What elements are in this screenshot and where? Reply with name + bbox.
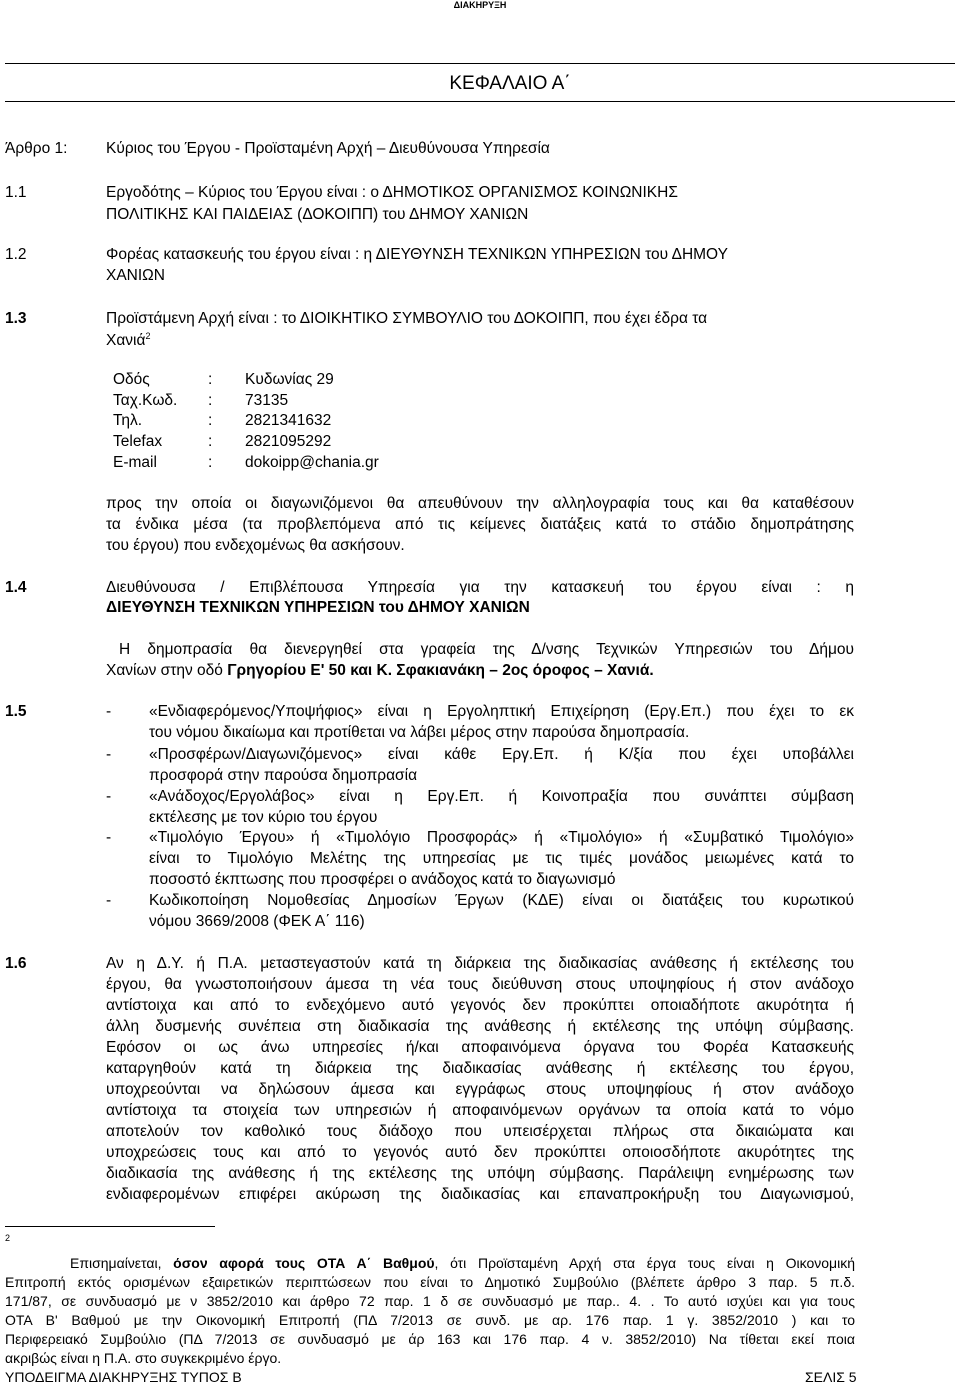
chapter-title: ΚΕΦΑΛΑΙΟ Α΄: [449, 73, 571, 94]
footnote-line: Περιφερειακό Συμβούλιο (ΠΔ 7/2013 σε συνδυασμό με άρ 163 και 176 παρ. 4 ν. 3852/2010) Να τίθεται εκεί ποια: [5, 1331, 855, 1347]
section-1-1-line-1: Εργοδότης – Κύριος του Έργου είναι : ο ΔΗΜΟΤΙΚΟΣ ΟΡΓΑΝΙΣΜΟΣ ΚΟΙΝΩΝΙΚΗΣ: [106, 184, 678, 201]
section-1-5-number: 1.5: [5, 703, 27, 720]
footnote-line: 171/87, σε συνδυασμό με ν 3852/2010 και άρθρο 72 παρ. 1 δ σε συνδυασμό με παρ.. 4. . Το αυτό ισχύει και για τους: [5, 1293, 855, 1309]
section-1-6-line: Αν η Δ.Υ. ή Π.Α. μεταστεγαστούν κατά τη διάρκεια της διαδικασίας ανάθεσης ή εκτέλεσης του: [106, 955, 854, 972]
section-1-6-number: 1.6: [5, 955, 27, 972]
footnote-ref: 2: [145, 331, 151, 341]
section-1-3-line-2: Χανιά$^2$: [106, 331, 151, 350]
definition-line: νόμου 3669/2008 (ΦΕΚ Α΄ 116): [149, 913, 365, 930]
section-1-6-line: αντίστοιχα και από το ενδεχόμενο αυτό γεγονός δεν προκύπτει οποιαδήποτε ακυρότητα ή: [106, 997, 854, 1014]
section-1-6-line: ενδιαφερομένων επιφέρει ακύρωση της διαδικασίας και επαναπροκήρυξη του Διαγωνισμού,: [106, 1186, 854, 1203]
section-1-1-number: 1.1: [5, 184, 27, 201]
section-1-3-line-1: Προϊστάμενη Αρχή είναι : το ΔΙΟΙΚΗΤΙΚΟ ΣΥΜΒΟΥΛΙΟ του ΔΟΚΟΙΠΠ, που έχει έδρα τα: [106, 310, 708, 327]
contact-paragraph-line-1: προς την οποία οι διαγωνιζόμενοι θα απευθύνουν την αλληλογραφία τους και θα καταθέσουν: [106, 495, 854, 512]
contact-row: Telefax : 2821095292: [113, 433, 332, 450]
header-rule: [5, 63, 955, 64]
footnote-line: Επισημαίνεται, όσον αφορά τους ΟΤΑ Α΄ Βαθμού, ότι Προϊσταμένη Αρχή στα έργα τους είναι η Οικονομική: [70, 1255, 855, 1271]
contact-paragraph-line-3: του έργου) που ενδεχομένως θα ασκήσουν.: [106, 537, 405, 554]
section-1-6-line: άλλη δυσμενής συνέπεια στη διαδικασία της ανάθεσης ή εκτέλεσης της υπόψη σύμβασης.: [106, 1018, 854, 1035]
definition-dash: -: [106, 788, 112, 805]
definition-line: εκτέλεσης με τον κύριο του έργου: [149, 809, 378, 826]
definition-dash: -: [106, 829, 112, 846]
contact-row: Ταχ.Κωδ. : 73135: [113, 392, 289, 409]
footnote-line: ακριβώς είναι η Π.Α. στο συγκεκριμένο έργο.: [5, 1350, 282, 1366]
section-1-4-auction-line-1: Η δημοπρασία θα διενεργηθεί στα γραφεία της Δ/νσης Τεχνικών Υπηρεσιών του Δήμου: [119, 641, 854, 658]
section-1-4-line-2: ΔΙΕΥΘΥΝΣΗ ΤΕΧΝΙΚΩΝ ΥΠΗΡΕΣΙΩΝ του ΔΗΜΟΥ ΧΑΝΙΩΝ: [106, 599, 530, 616]
definition-dash: -: [106, 746, 112, 763]
section-1-2-number: 1.2: [5, 246, 27, 263]
section-1-1-line-2: ΠΟΛΙΤΙΚΗΣ ΚΑΙ ΠΑΙΔΕΙΑΣ (ΔΟΚΟΙΠΠ) του ΔΗΜΟΥ ΧΑΝΙΩΝ: [106, 206, 529, 223]
section-1-6-line: Εφόσον οι ως άνω υπηρεσίες ή/και αποφαινόμενα όργανα του Φορέα Κατασκευής: [106, 1039, 854, 1056]
definition-line: «Ανάδοχος/Εργολάβος» είναι η Εργ.Επ. ή Κοινοπραξία που συνάπτει σύμβαση: [149, 788, 854, 805]
section-1-6-line: αποτελούν τον καθολικό τους διάδοχο που υπεισέρχεται πλήρως στα δικαιώματα και: [106, 1123, 854, 1140]
section-1-6-line: καταργηθούν κατά τη διάρκεια της διαδικασίας ανάθεσης ή εκτέλεσης του έργου,: [106, 1060, 854, 1077]
footnote-mark: 2: [5, 1233, 11, 1243]
definition-line: του νόμου δικαίωμα και προτίθεται να λάβει μέρος στην παρούσα δημοπρασία.: [149, 724, 690, 741]
footnote-line: Επιτροπή εκτός ορισμένων εξαιρετικών περιπτώσεων που είναι το Δημοτικό Συμβούλιο (βλέπετε άρθρο 3 παρ. 5 π.δ.: [5, 1274, 855, 1290]
definition-line: Κωδικοποίηση Νομοθεσίας Δημοσίων Έργων (ΚΔΕ) είναι οι διατάξεις του κυρωτικού: [149, 892, 854, 909]
section-1-6-line: έργου, θα γνωστοποιήσουν άμεσα τη νέα τους διεύθυνση στους υποψηφίους ή στον ανάδοχο: [106, 976, 854, 993]
section-1-6-line: διαδικασία της ανάθεσης ή της εκτέλεσης της υπόψη σύμβασης. Παράλειψη ενημέρωσης των: [106, 1165, 854, 1182]
footnote-line: ΟΤΑ Β' Βαθμού με την Οικονομική Επιτροπή (ΠΔ 7/2013 σε συνδ. με αρ. 176 παρ. 1 γ. 3852/2010 ) και το: [5, 1312, 855, 1328]
definition-dash: -: [106, 892, 112, 909]
contact-paragraph-line-2: τα ένδικα μέσα (τα προβλεπόμενα από τις κείμενες διατάξεις κατά το στάδιο δημοπράτησης: [106, 516, 854, 533]
definition-line: προσφορά στην παρούσα δημοπρασία: [149, 767, 418, 784]
title-rule: [5, 101, 955, 102]
section-1-6-line: υποχρεώσεις τους και από το γεγονός αυτό δεν προκύπτει οποιοσδήποτε ακυρότητες της: [106, 1144, 854, 1161]
contact-row: Οδός : Κυδωνίας 29: [113, 371, 334, 388]
definition-line: «Προσφέρων/Διαγωνιζόμενος» είναι κάθε Εργ.Επ. ή Κ/ξία που έχει υποβάλλει: [149, 746, 854, 763]
section-1-4-line-1: Διευθύνουσα / Επιβλέπουσα Υπηρεσία για την κατασκευή του έργου είναι : η: [106, 579, 854, 596]
section-1-3-number: 1.3: [5, 310, 27, 327]
definition-line: «Ενδιαφερόμενος/Υποψήφιος» είναι η Εργοληπτική Επιχείρηση (Εργ.Επ.) που έχει το εκ: [149, 703, 854, 720]
section-1-2-line-2: ΧΑΝΙΩΝ: [106, 267, 165, 284]
section-1-6-line: αντίστοιχα τα στοιχεία των υπηρεσιών ή αποφαινόμενων οργάνων τα οποία κατά το νόμο: [106, 1102, 854, 1119]
footnote-separator: [5, 1226, 215, 1227]
footer-doc-type: ΥΠΟΔΕΙΓΜΑ ΔΙΑΚΗΡΥΞΗΣ ΤΥΠΟΣ Β: [5, 1369, 242, 1385]
article-title: Κύριος του Έργου - Προϊσταμένη Αρχή – Διευθύνουσα Υπηρεσία: [106, 140, 550, 157]
contact-row: E-mail : dokoipp@chania.gr: [113, 454, 379, 471]
section-1-2-line-1: Φορέας κατασκευής του έργου είναι : η ΔΙΕΥΘΥΝΣΗ ΤΕΧΝΙΚΩΝ ΥΠΗΡΕΣΙΩΝ του ΔΗΜΟΥ: [106, 246, 728, 263]
section-1-4-auction-line-2: Χανίων στην οδό Γρηγορίου Ε' 50 και Κ. Σφακιανάκη – 2ος όροφος – Χανιά.: [106, 662, 654, 679]
definition-line: «Τιμολόγιο Έργου» ή «Τιμολόγιο Προσφοράς» ή «Τιμολόγιο» ή «Συμβατικό Τιμολόγιο»: [149, 829, 854, 846]
definition-line: είναι το Τιμολόγιο Μελέτης της υπηρεσίας με τις τιμές μονάδος μειωμένες κατά το: [149, 850, 854, 867]
footer-page-number: ΣΕΛΙΣ 5: [805, 1369, 857, 1385]
section-1-6-line: υποχρεούνται να δηλώσουν άμεσα και εγγράφως στους υποψηφίους ή στον ανάδοχο: [106, 1081, 854, 1098]
definition-line: ποσοστό έκπτωσης που προσφέρει ο ανάδοχος κατά το διαγωνισμό: [149, 871, 616, 888]
contact-row: Τηλ. : 2821341632: [113, 412, 332, 429]
page-header: ΔΙΑΚΗΡΥΞΗ: [453, 0, 507, 10]
article-label: Άρθρο 1:: [5, 140, 68, 157]
section-1-4-number: 1.4: [5, 579, 27, 596]
definition-dash: -: [106, 703, 112, 720]
